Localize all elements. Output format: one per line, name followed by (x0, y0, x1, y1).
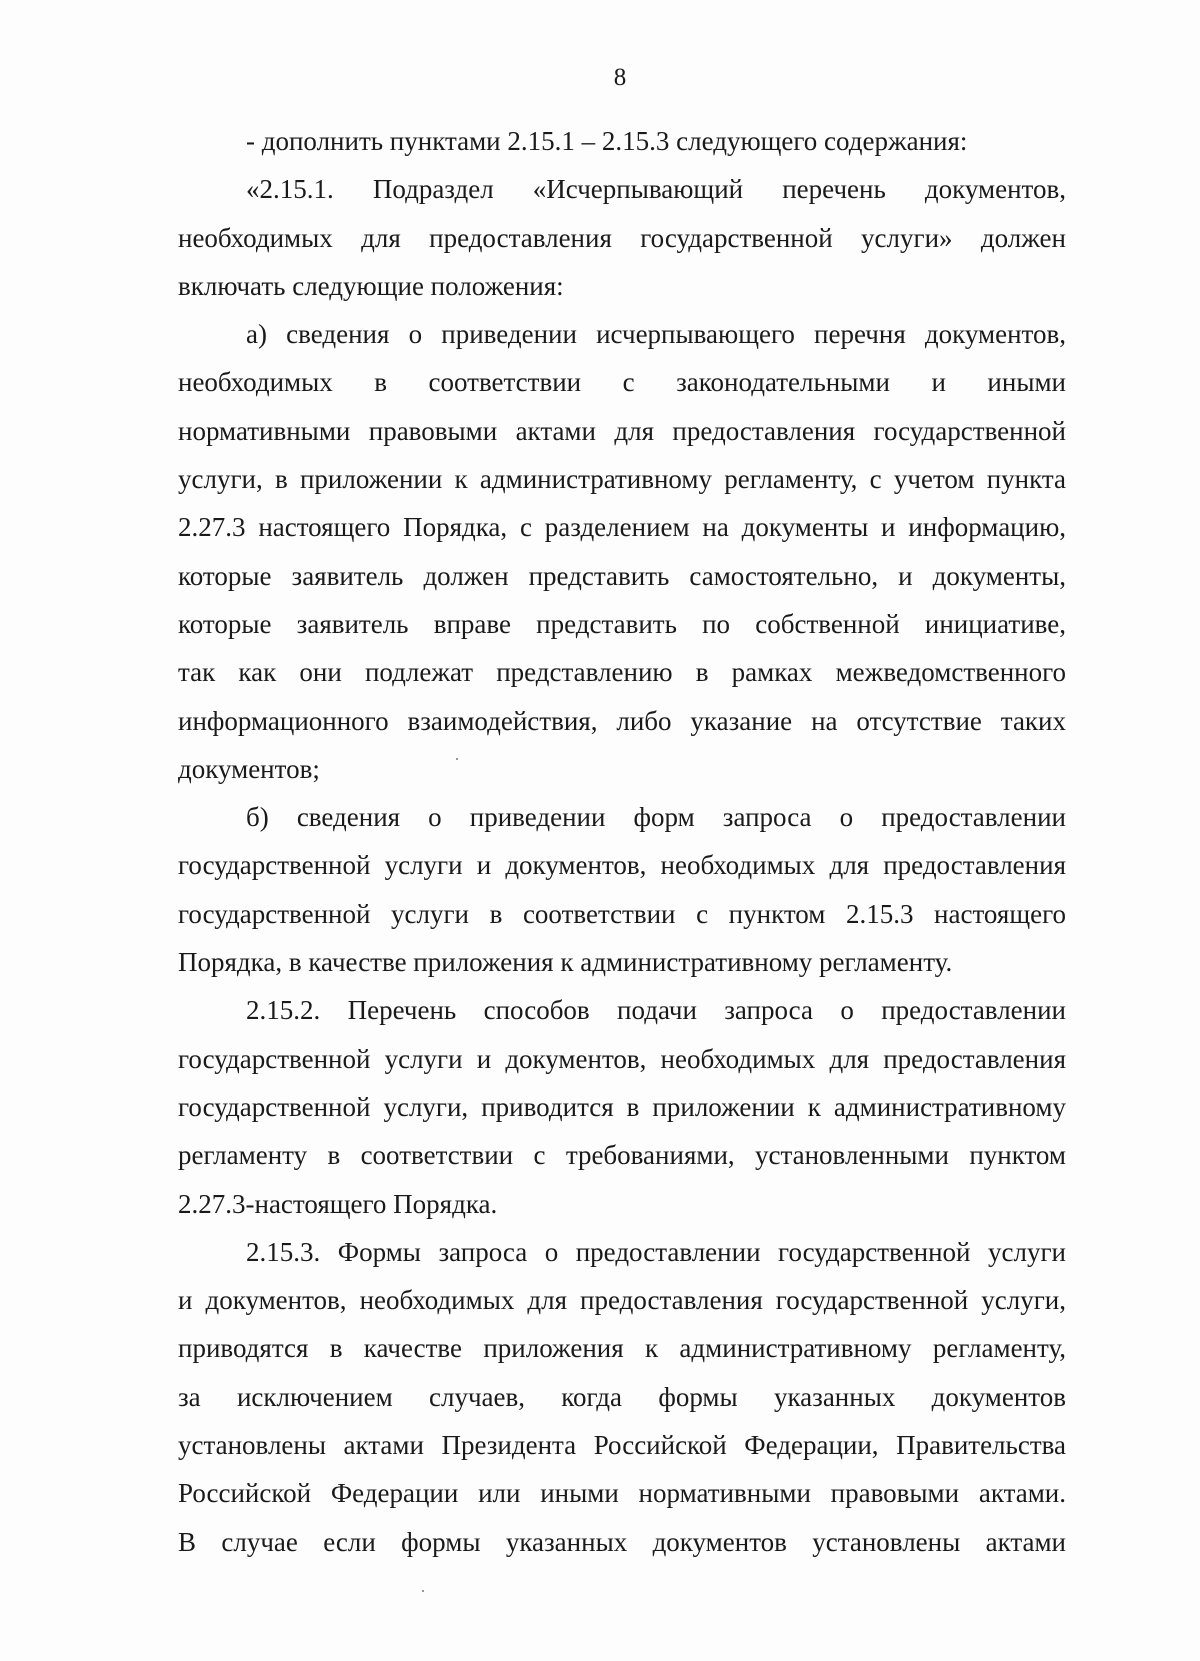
text-line: документов; (178, 753, 320, 784)
paragraph-item-a (178, 310, 1066, 793)
paragraph-item-b (178, 793, 1066, 986)
text-line: б) сведения о приведении форм запроса о предоставлении (246, 802, 1066, 833)
text-line: информационного взаимодействия, либо указание на отсутствие таких (178, 705, 1066, 736)
scan-speck (456, 758, 458, 760)
text-line: и документов, необходимых для предоставления государственной услуги, (178, 1285, 1066, 1316)
text-line: 2.15.2. Перечень способов подачи запроса о предоставлении (246, 995, 1066, 1026)
text-line: государственной услуги в соответствии с пунктом 2.15.3 настоящего (178, 898, 1066, 929)
paragraph-amendment-intro (178, 117, 1066, 165)
text-line: нормативными правовыми актами для предоставления государственной (178, 415, 1066, 446)
text-line: «2.15.1. Подраздел «Исчерпывающий перечень документов, (246, 174, 1066, 205)
text-line: государственной услуги и документов, необходимых для предоставления (178, 850, 1066, 881)
page-number: 8 (613, 64, 627, 91)
text-line: государственной услуги и документов, необходимых для предоставления (178, 1043, 1066, 1074)
text-line: Порядка, в качестве приложения к административному регламенту. (178, 947, 953, 978)
text-line: приводятся в качестве приложения к административному регламенту, (178, 1333, 1066, 1364)
text-line: которые заявитель вправе представить по собственной инициативе, (178, 608, 1066, 639)
paragraph-2-15-2 (178, 986, 1066, 1227)
text-line: услуги, в приложении к административному регламенту, с учетом пункта (178, 464, 1066, 495)
text-line: необходимых для предоставления государственной услуги» должен (178, 222, 1066, 253)
text-line: а) сведения о приведении исчерпывающего перечня документов, (246, 319, 1066, 350)
paragraph-2-15-3 (178, 1228, 1066, 1566)
paragraph-2-15-1 (178, 165, 1066, 310)
document-body (178, 117, 1066, 1566)
text-line: В случае если формы указанных документов установлены актами (178, 1526, 1066, 1557)
text-line: государственной услуги, приводится в приложении к административному (178, 1091, 1066, 1122)
text-line: так как они подлежат представлению в рамках межведомственного (178, 657, 1066, 688)
text-line: Российской Федерации или иными нормативными правовыми актами. (178, 1478, 1066, 1509)
text-line: 2.15.3. Формы запроса о предоставлении государственной услуги (246, 1236, 1066, 1267)
text-line: за исключением случаев, когда формы указанных документов (178, 1381, 1066, 1412)
text-line: 2.27.3-настоящего Порядка. (178, 1188, 498, 1219)
text-line: - дополнить пунктами 2.15.1 – 2.15.3 следующего содержания: (246, 126, 968, 156)
text-line: 2.27.3 настоящего Порядка, с разделением на документы и информацию, (178, 512, 1066, 543)
text-line: включать следующие положения: (178, 270, 564, 301)
scan-speck (422, 1590, 424, 1592)
text-line: регламенту в соответствии с требованиями, установленными пунктом (178, 1140, 1066, 1171)
text-line: установлены актами Президента Российской Федерации, Правительства (178, 1430, 1066, 1461)
text-line: которые заявитель должен представить самостоятельно, и документы, (178, 560, 1066, 591)
text-line: необходимых в соответствии с законодательными и иными (178, 367, 1066, 398)
